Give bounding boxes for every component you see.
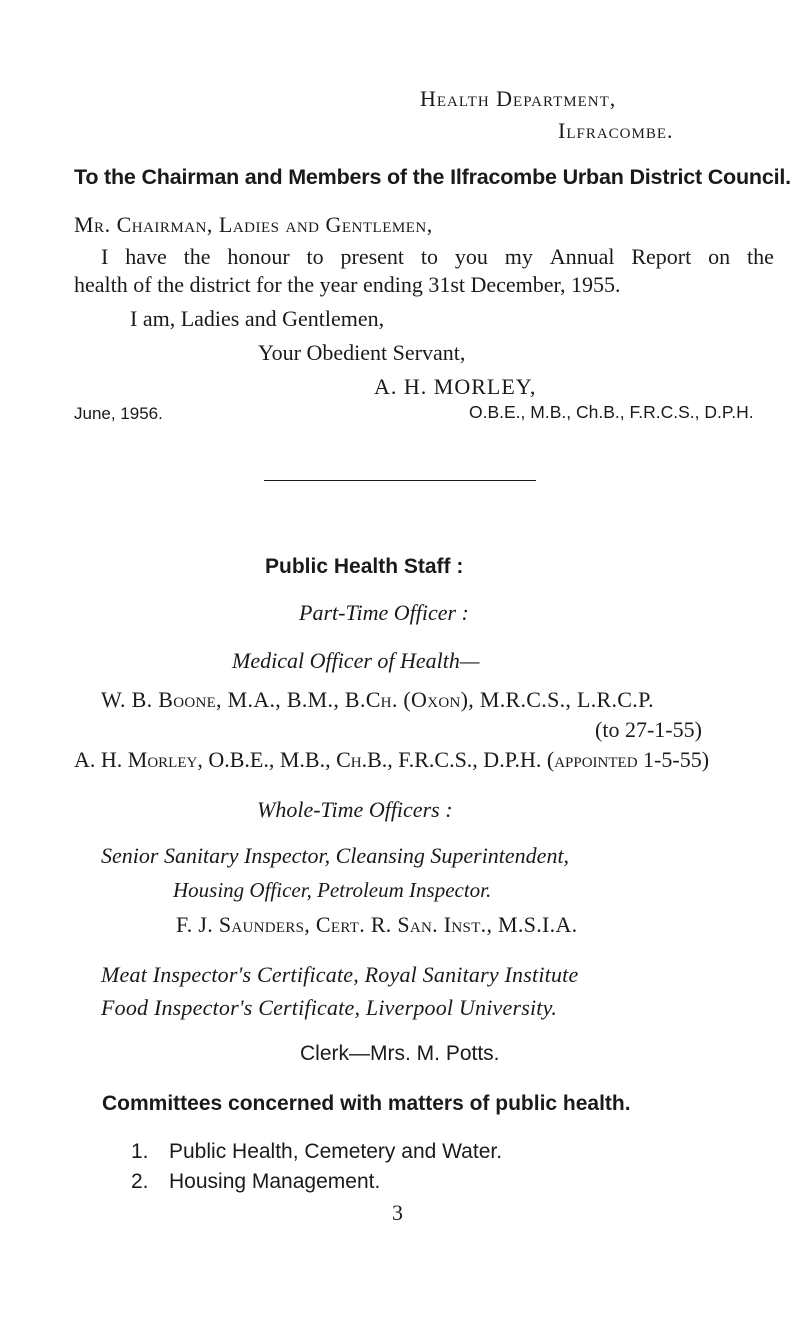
intro-word: the xyxy=(746,244,774,269)
committee-number: 2. xyxy=(131,1170,149,1193)
section-divider xyxy=(264,480,536,481)
officer-morley: A. H. Morley, O.B.E., M.B., Ch.B., F.R.C.S., D.P.H. (appointed 1-5-55) xyxy=(74,747,710,772)
committee-item xyxy=(131,1140,502,1164)
signature-qualifications: O.B.E., M.B., Ch.B., F.R.C.S., D.P.H. xyxy=(469,402,754,422)
letter-addressee: To the Chairman and Members of the Ilfracombe Urban District Council. xyxy=(74,165,791,189)
intro-word: Annual xyxy=(549,244,615,269)
letter-intro-line-2: health of the district for the year ending 31st December, 1955. xyxy=(74,272,621,297)
letter-closing-1: I am, Ladies and Gentlemen, xyxy=(130,306,385,331)
committee-name: Housing Management. xyxy=(169,1170,381,1193)
officer-boone: W. B. Boone, M.A., B.M., B.Ch. (Oxon), M.R.C.S., L.R.C.P. xyxy=(101,687,654,712)
signature-name: A. H. MORLEY, xyxy=(374,374,537,399)
moh-title: Medical Officer of Health— xyxy=(232,648,480,673)
certificate-line-1: Meat Inspector's Certificate, Royal Sanitary Institute xyxy=(101,962,579,987)
letter-closing-2: Your Obedient Servant, xyxy=(258,340,466,365)
committee-number: 1. xyxy=(131,1140,149,1163)
intro-word: to xyxy=(306,244,324,269)
staff-heading: Public Health Staff : xyxy=(265,555,464,578)
intro-word: Report xyxy=(631,244,692,269)
whole-time-heading: Whole-Time Officers : xyxy=(257,797,453,822)
intro-word: present xyxy=(340,244,405,269)
officer-boone-dates: (to 27-1-55) xyxy=(595,717,702,742)
intro-word: have xyxy=(125,244,167,269)
ssi-title-line-1: Senior Sanitary Inspector, Cleansing Superintendent, xyxy=(101,843,570,868)
certificate-line-2: Food Inspector's Certificate, Liverpool University. xyxy=(101,995,558,1020)
committee-name: Public Health, Cemetery and Water. xyxy=(169,1140,503,1163)
department-name: Health Department, xyxy=(420,86,617,111)
letter-salutation: Mr. Chairman, Ladies and Gentlemen, xyxy=(74,212,433,237)
intro-word: to xyxy=(420,244,439,269)
part-time-heading: Part-Time Officer : xyxy=(299,600,469,625)
clerk-line: Clerk—Mrs. M. Potts. xyxy=(300,1042,500,1065)
intro-word: you xyxy=(454,244,488,269)
intro-word: on xyxy=(708,244,731,269)
page-number: 3 xyxy=(392,1200,403,1225)
intro-word: my xyxy=(504,244,533,269)
committee-item xyxy=(131,1170,380,1194)
department-town: Ilfracombe. xyxy=(558,118,674,143)
intro-word: I xyxy=(101,244,109,269)
intro-word: honour xyxy=(227,244,290,269)
intro-word: the xyxy=(183,244,211,269)
letter-date: June, 1956. xyxy=(74,404,163,423)
ssi-title-line-2: Housing Officer, Petroleum Inspector. xyxy=(173,878,492,902)
officer-saunders: F. J. Saunders, Cert. R. San. Inst., M.S.I.A. xyxy=(176,912,578,937)
committees-heading: Committees concerned with matters of public health. xyxy=(102,1092,631,1115)
letter-intro-line-1 xyxy=(101,244,774,270)
